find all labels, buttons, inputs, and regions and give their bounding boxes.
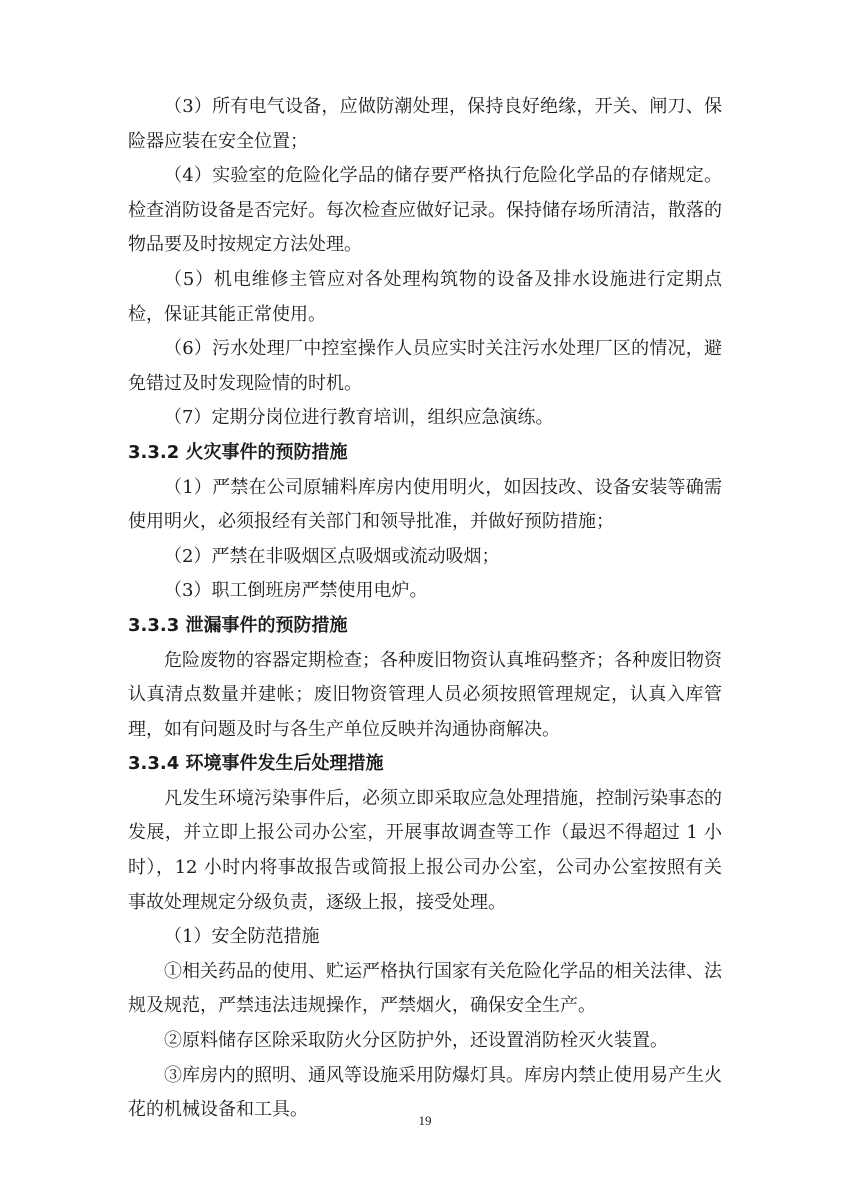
paragraph: 危险废物的容器定期检查；各种废旧物资认真堆码整齐；各种废旧物资认真清点数量并建帐；废旧物资管理人员必须按照管理规定，认真入库管理，如有问题及时与各生产单位反映并沟通协商解决。 xyxy=(128,649,722,740)
document-body xyxy=(128,90,722,1128)
paragraph: （6）污水处理厂中控室操作人员应实时关注污水处理厂区的情况，避免错过及时发现险情的时机。 xyxy=(128,338,722,394)
paragraph: ①相关药品的使用、贮运严格执行国家有关危险化学品的相关法律、法规及规范，严禁违法违规操作，严禁烟火，确保安全生产。 xyxy=(128,960,722,1017)
paragraph: （3）职工倒班房严禁使用电炉。 xyxy=(164,580,428,602)
section-heading: 3.3.3 泄漏事件的预防措施 xyxy=(128,614,348,636)
paragraph: （3）所有电气设备，应做防潮处理，保持良好绝缘，开关、闸刀、保险器应装在安全位置； xyxy=(128,96,722,152)
page-number: 19 xyxy=(418,1113,432,1128)
paragraph: （1）严禁在公司原辅料库房内使用明火，如因技改、设备安装等确需使用明火，必须报经有关部门和领导批准，并做好预防措施； xyxy=(128,476,722,533)
paragraph: （4）实验室的危险化学品的储存要严格执行危险化学品的存储规定。检查消防设备是否完好。每次检查应做好记录。保持储存场所清洁，散落的物品要及时按规定方法处理。 xyxy=(128,165,722,256)
paragraph: （1）安全防范措施 xyxy=(164,926,320,948)
paragraph: ②原料储存区除采取防火分区防护外，还设置消防栓灭火装置。 xyxy=(164,1030,668,1052)
paragraph: （5）机电维修主管应对各处理构筑物的设备及排水设施进行定期点检，保证其能正常使用。 xyxy=(128,268,722,325)
paragraph: 凡发生环境污染事件后，必须立即采取应急处理措施，控制污染事态的发展，并立即上报公司办公室，开展事故调查等工作（最迟不得超过 1 小时），12 小时内将事故报告或简报上报公司办公室，公司办公室按照有关事故处理规定分级负责，逐级上报，接受处理。 xyxy=(128,787,722,913)
paragraph: ③库房内的照明、通风等设施采用防爆灯具。库房内禁止使用易产生火花的机械设备和工具。 xyxy=(128,1064,722,1121)
section-heading: 3.3.4 环境事件发生后处理措施 xyxy=(128,753,384,775)
paragraph: （7）定期分岗位进行教育培训，组织应急演练。 xyxy=(164,407,554,429)
section-heading: 3.3.2 火灾事件的预防措施 xyxy=(128,441,348,463)
paragraph: （2）严禁在非吸烟区点吸烟或流动吸烟； xyxy=(164,545,500,567)
